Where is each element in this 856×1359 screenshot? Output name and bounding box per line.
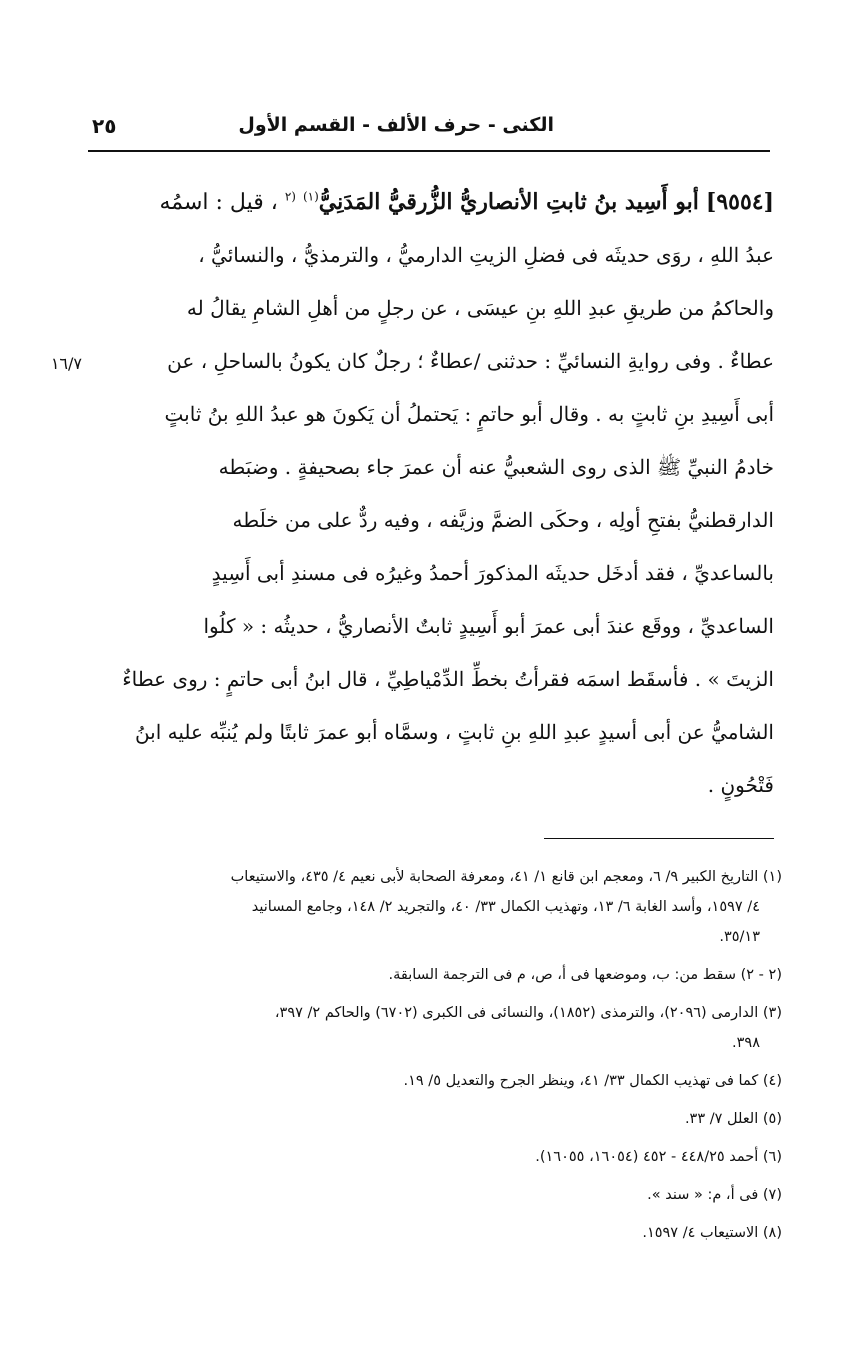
entry-line: أبى أَسِيدِ بنِ ثابتٍ به . وقال أبو حاتمٍ : يَحتملُ أن يَكونَ هو عبدُ اللهِ بنُ ثابتٍ [164, 402, 774, 426]
entry-heading-line [90, 176, 774, 229]
footnote-line: (٥) العلل ٧/ ٣٣. [684, 1111, 782, 1127]
footnote-line: (٢ - ٢) سقط من: ب، وموضعها فى أ، ص، م فى الترجمة السابقة. [388, 967, 782, 983]
entry-line: الساعديِّ ، ووقَع عندَ أبى عمرَ أبو أَسِيدٍ ثابتٌ الأنصاريُّ ، حديثُه : « كلُوا [203, 614, 774, 638]
footnotes [92, 862, 782, 1256]
entry-text: ، قيل : اسمُه [159, 190, 278, 215]
footnote-line: ٣٩٨. [732, 1035, 760, 1051]
entry-line: والحاكمُ من طريقِ عبدِ اللهِ بنِ عيسَى ، عن رجلٍ من أهلِ الشامِ يقالُ له [186, 296, 774, 320]
entry-line: الزيتَ » . فأسقَط اسمَه فقرأتُ بخطِّ الدِّمْياطِيِّ ، قال ابنُ أبى حاتمٍ : روى عطاءٌ [122, 667, 774, 691]
footnote-line: (٧) فى أ، م: « سند ». [647, 1187, 782, 1203]
footnote-6 [92, 1142, 782, 1172]
footnote-line: (٣) الدارمى (٢٠٩٦)، والترمذى (١٨٥٢)، والنسائى فى الكبرى (٦٧٠٢) والحاكم ٢/ ٣٩٧، [274, 1005, 782, 1021]
entry-line: الشاميُّ عن أبى أسيدٍ عبدِ اللهِ بنِ ثابتٍ ، وسمَّاه أبو عمرَ ثابتًا ولم يُنبِّه عليه ابنُ [134, 720, 774, 744]
margin-note: ١٦/٧ [50, 354, 82, 373]
footnote-2 [92, 960, 782, 990]
entry-line: خادمُ النبيِّ ﷺ الذى روى الشعبيُّ عنه أن عمرَ جاء بصحيفةٍ . وضبَطه [218, 455, 774, 479]
footnote-line: (٤) كما فى تهذيب الكمال ٣٣/ ٤١، وينظر الجرح والتعديل ٥/ ١٩. [403, 1073, 782, 1089]
footnote-5 [92, 1104, 782, 1134]
footnote-7 [92, 1180, 782, 1210]
page-header [88, 110, 770, 150]
footnote-4 [92, 1066, 782, 1096]
footnote-1 [92, 862, 782, 952]
entry-name: أبو أَسِيد بنُ ثابتِ الأنصاريُّ الزُّرقيُّ المَدَنِيُّ [318, 189, 699, 215]
entry-number: [٩٥٥٤] [705, 189, 774, 215]
page-number: ٢٥ [92, 114, 117, 138]
entry-line: عطاءٌ . وفى روايةِ النسائيِّ : حدثنى /عطاءٌ ؛ رجلٌ كان يكونُ بالساحلِ ، عن [167, 349, 774, 373]
header-rule [88, 150, 770, 152]
footnote-line: ٤/ ١٥٩٧، وأسد الغابة ٦/ ١٣، وتهذيب الكمال ٣٣/ ٤٠، والتجريد ٢/ ١٤٨، وجامع المسانيد [251, 899, 760, 915]
footnote-8 [92, 1218, 782, 1248]
entry-body [90, 176, 774, 812]
footnote-line: (١) التاريخ الكبير ٩/ ٦، ومعجم ابن قانع ١/ ٤١، ومعرفة الصحابة لأبى نعيم ٤/ ٤٣٥، والاستيعاب [230, 869, 782, 885]
running-title: الكنى - حرف الألف - القسم الأول [238, 114, 554, 136]
footnote-line: (٦) أحمد ٤٤٨/٢٥ - ٤٥٢ (١٦٠٥٤، ١٦٠٥٥). [535, 1149, 782, 1165]
footnote-rule [544, 838, 774, 839]
footnote-3 [92, 998, 782, 1058]
footnote-mark: (١) [302, 189, 319, 204]
entry-line: عبدُ اللهِ ، روَى حديثَه فى فضلِ الزيتِ الدارميُّ ، والترمذيُّ ، والنسائيُّ ، [198, 243, 774, 267]
footnote-line: ٣٥/١٣. [719, 929, 760, 945]
footnote-line: (٨) الاستيعاب ٤/ ١٥٩٧. [642, 1225, 782, 1241]
entry-line: الدارقطنيُّ بفتحِ أولِه ، وحكَى الضمَّ وزيَّفه ، وفيه ردٌّ على من خلَطه [232, 508, 774, 532]
entry-line: فَتْحُونٍ . [707, 773, 774, 797]
entry-line: بالساعديِّ ، فقد أدخَل حديثَه المذكورَ أحمدُ وغيرُه فى مسندِ أبى أَسِيدٍ [211, 561, 774, 585]
footnote-mark: (٢ [284, 189, 296, 204]
